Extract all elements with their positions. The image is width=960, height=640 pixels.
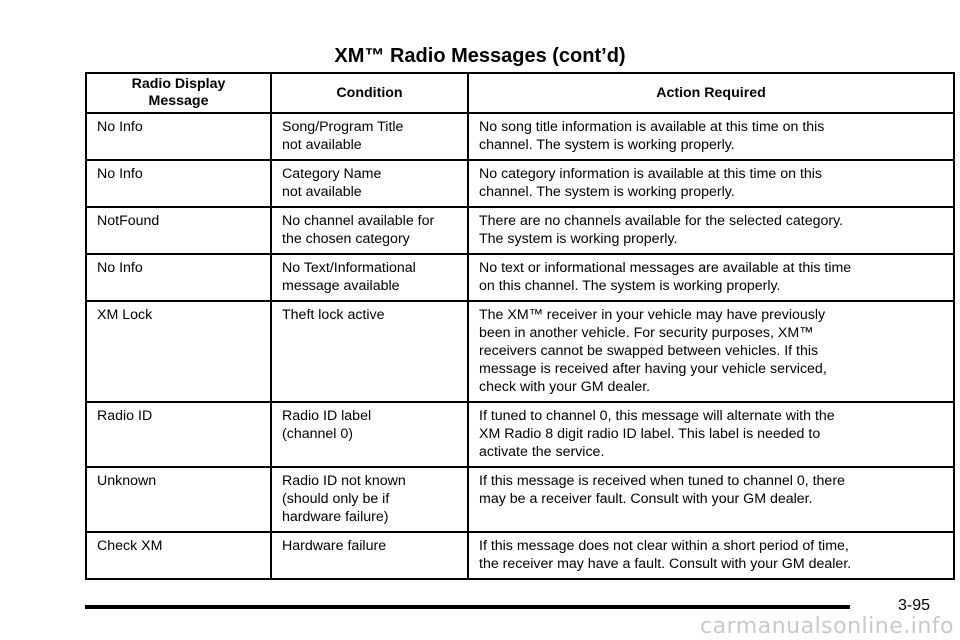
condition-cell: Theft lock active [271,301,468,402]
footer-rule [85,605,850,609]
header-condition: Condition [271,73,468,113]
page-number: 3-95 [897,597,930,614]
action-cell: If this message does not clear within a short period of time, the receiver may have a fault. Consult with your GM dealer. [468,532,954,579]
table-row [86,532,954,579]
condition-cell: Hardware failure [271,532,468,579]
display-message-cell: No Info [86,160,271,207]
table-row [86,207,954,254]
display-message-cell: No Info [86,113,271,160]
action-cell: If this message is received when tuned to channel 0, there may be a receiver fault. Consult with your GM dealer. [468,467,954,532]
header-radio-display-message: Radio Display Message [86,73,271,113]
condition-cell: Radio ID not known (should only be if hardware failure) [271,467,468,532]
watermark: carmanualsonline.info [700,614,954,639]
table-header-row [86,73,954,113]
display-message-cell: XM Lock [86,301,271,402]
action-cell: No category information is available at this time on this channel. The system is working properly. [468,160,954,207]
table-row [86,402,954,467]
table-row [86,113,954,160]
condition-cell: No channel available for the chosen category [271,207,468,254]
header-action-required: Action Required [468,73,954,113]
condition-cell: Category Name not available [271,160,468,207]
condition-cell: Song/Program Title not available [271,113,468,160]
action-cell: No text or informational messages are available at this time on this channel. The system is working properly. [468,254,954,301]
action-cell: The XM™ receiver in your vehicle may have previously been in another vehicle. For security purposes, XM™ receivers cannot be swapped between vehicles. If this message is received after having your vehicle serviced, check with your GM dealer. [468,301,954,402]
action-cell: No song title information is available at this time on this channel. The system is working properly. [468,113,954,160]
table-row [86,254,954,301]
display-message-cell: Check XM [86,532,271,579]
display-message-cell: NotFound [86,207,271,254]
table-row [86,160,954,207]
display-message-cell: No Info [86,254,271,301]
table-row [86,301,954,402]
table-row [86,467,954,532]
action-cell: There are no channels available for the selected category. The system is working properly. [468,207,954,254]
condition-cell: Radio ID label (channel 0) [271,402,468,467]
condition-cell: No Text/Informational message available [271,254,468,301]
action-cell: If tuned to channel 0, this message will alternate with the XM Radio 8 digit radio ID label. This label is needed to activate the service. [468,402,954,467]
radio-messages-table [85,72,955,580]
display-message-cell: Unknown [86,467,271,532]
display-message-cell: Radio ID [86,402,271,467]
page-title: XM™ Radio Messages (cont’d) [334,45,626,67]
